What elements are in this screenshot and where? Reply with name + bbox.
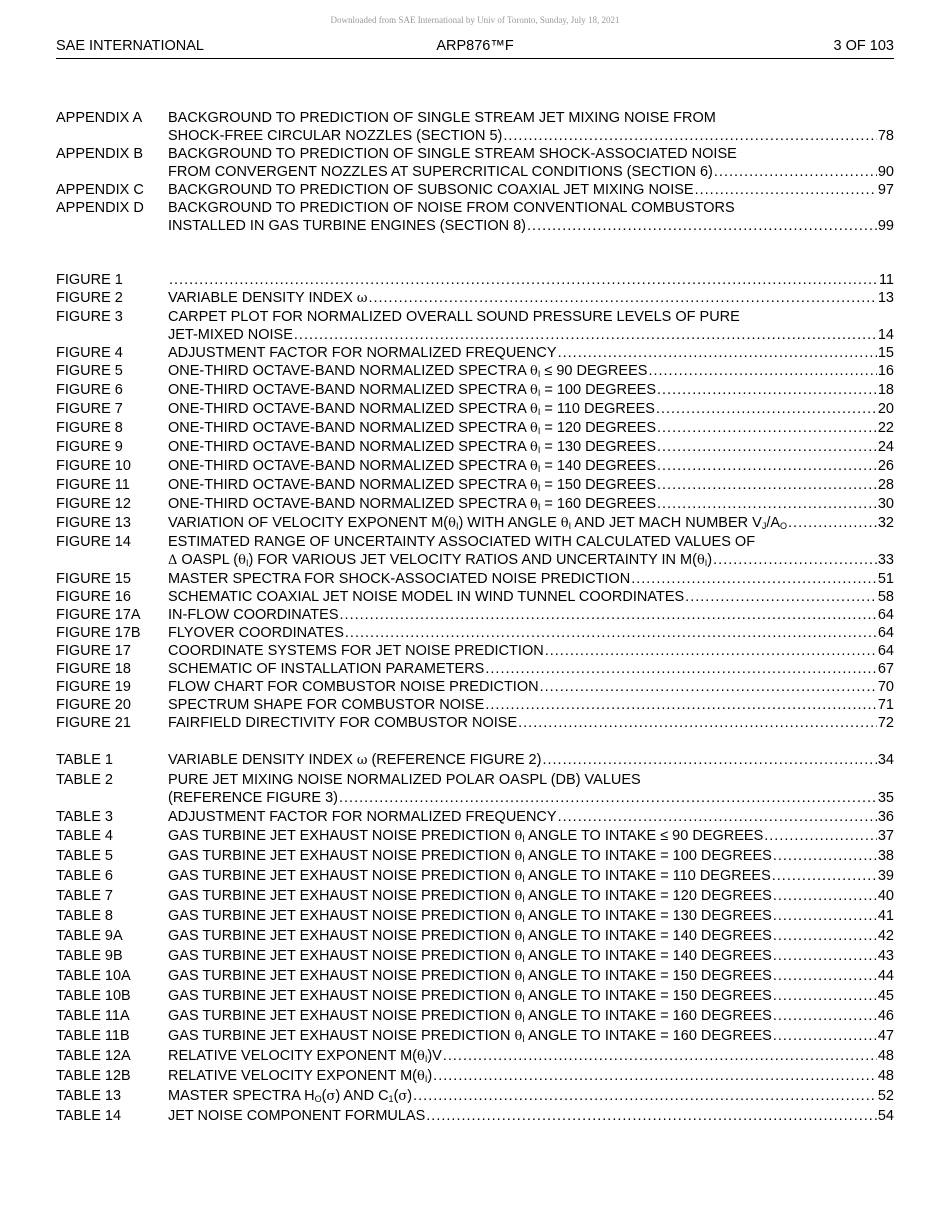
table-entry[interactable]: [56, 1087, 894, 1106]
figure-entry[interactable]: [56, 495, 894, 514]
download-watermark: Downloaded from SAE International by Univ of Toronto, Sunday, July 18, 2021: [330, 15, 620, 25]
dot-leader: [657, 495, 877, 513]
figure-label: FIGURE 21: [56, 715, 131, 731]
figure-title: FLOW CHART FOR COMBUSTOR NOISE PREDICTION: [168, 679, 539, 695]
figure-entry[interactable]: [56, 362, 894, 381]
figure-page-number: 26: [877, 458, 894, 474]
table-label: TABLE 10B: [56, 988, 131, 1004]
dot-leader: [558, 344, 877, 362]
appendix-label: APPENDIX A: [56, 110, 143, 126]
table-page-number: 38: [877, 848, 894, 864]
appendix-page-number: 99: [877, 218, 894, 234]
figure-entry[interactable]: [56, 714, 894, 732]
table-label: TABLE 4: [56, 828, 113, 844]
figure-page-number: 72: [877, 715, 894, 731]
figure-title: ONE-THIRD OCTAVE-BAND NORMALIZED SPECTRA $\theta_I = 160$ DEGREES: [168, 496, 656, 512]
table-label: TABLE 9B: [56, 948, 123, 964]
table-entry[interactable]: [56, 771, 894, 807]
table-title: GAS TURBINE JET EXHAUST NOISE PREDICTION $\theta_I$ ANGLE TO INTAKE ≤ 90 DEGREES: [168, 828, 764, 844]
figure-entry[interactable]: [56, 289, 894, 308]
table-label: TABLE 1: [56, 752, 113, 768]
figure-page-number: 18: [877, 382, 894, 398]
figure-page-number: 11: [878, 272, 894, 288]
table-page-number: 48: [877, 1048, 894, 1064]
table-title: (REFERENCE FIGURE 3): [168, 790, 338, 806]
appendix-title: BACKGROUND TO PREDICTION OF SINGLE STREAM JET MIXING NOISE FROM: [168, 110, 716, 126]
appendix-title: BACKGROUND TO PREDICTION OF NOISE FROM CONVENTIONAL COMBUSTORS: [168, 200, 735, 216]
table-page-number: 44: [877, 968, 894, 984]
figure-label: FIGURE 15: [56, 571, 131, 587]
table-entry[interactable]: [56, 1007, 894, 1026]
appendix-label: APPENDIX D: [56, 200, 144, 216]
table-page-number: 52: [877, 1088, 894, 1104]
dot-leader: [413, 1087, 877, 1105]
table-page-number: 42: [877, 928, 894, 944]
figure-label: FIGURE 6: [56, 382, 123, 398]
dot-leader: [657, 438, 877, 456]
figure-title: VARIATION OF VELOCITY EXPONENT $M(\theta_I)$ WITH ANGLE $\theta_I$ AND JET MACH NUMBER $V_J/A_O$: [168, 515, 788, 531]
table-title: GAS TURBINE JET EXHAUST NOISE PREDICTION $\theta_I$ ANGLE TO INTAKE = 110 DEGREES: [168, 868, 771, 884]
table-title: RELATIVE VELOCITY EXPONENT $M(\theta_I)$: [168, 1068, 433, 1084]
table-page-number: 43: [877, 948, 894, 964]
figure-label: FIGURE 17: [56, 643, 131, 659]
figure-label: FIGURE 8: [56, 420, 123, 436]
dot-leader: [558, 808, 877, 826]
figure-label: FIGURE 17A: [56, 607, 141, 623]
figure-page-number: 13: [877, 290, 894, 306]
table-page-number: 46: [877, 1008, 894, 1024]
figure-title: ONE-THIRD OCTAVE-BAND NORMALIZED SPECTRA $\theta_I \le 90$ DEGREES: [168, 363, 648, 379]
figure-entry[interactable]: [56, 588, 894, 606]
figure-entry[interactable]: [56, 438, 894, 457]
figure-page-number: 20: [877, 401, 894, 417]
table-title: GAS TURBINE JET EXHAUST NOISE PREDICTION $\theta_I$ ANGLE TO INTAKE = 150 DEGREES: [168, 988, 772, 1004]
figure-label: FIGURE 2: [56, 290, 123, 306]
figure-label: FIGURE 12: [56, 496, 131, 512]
figure-entry[interactable]: [56, 308, 894, 344]
figure-page-number: 28: [877, 477, 894, 493]
table-title: GAS TURBINE JET EXHAUST NOISE PREDICTION $\theta_I$ ANGLE TO INTAKE = 160 DEGREES: [168, 1008, 772, 1024]
dot-leader: [485, 660, 877, 678]
figure-title: ONE-THIRD OCTAVE-BAND NORMALIZED SPECTRA $\theta_I = 140$ DEGREES: [168, 458, 656, 474]
figure-label: FIGURE 11: [56, 477, 130, 493]
figure-page-number: 71: [877, 697, 894, 713]
figure-page-number: 22: [877, 420, 894, 436]
table-entry[interactable]: [56, 867, 894, 886]
dot-leader: [503, 127, 877, 145]
figure-title: ONE-THIRD OCTAVE-BAND NORMALIZED SPECTRA $\theta_I = 150$ DEGREES: [168, 477, 656, 493]
table-page-number: 34: [877, 752, 894, 768]
table-entry[interactable]: [56, 1107, 894, 1125]
figure-entry[interactable]: [56, 419, 894, 438]
table-page-number: 36: [877, 809, 894, 825]
table-entry[interactable]: [56, 947, 894, 966]
table-entry[interactable]: [56, 927, 894, 946]
figure-entry[interactable]: [56, 570, 894, 588]
table-title: GAS TURBINE JET EXHAUST NOISE PREDICTION $\theta_I$ ANGLE TO INTAKE = 140 DEGREES: [168, 928, 772, 944]
table-entry[interactable]: [56, 1067, 894, 1086]
dot-leader: [631, 570, 877, 588]
dot-leader: [656, 400, 877, 418]
appendix-page-number: 78: [877, 128, 894, 144]
appendix-title: INSTALLED IN GAS TURBINE ENGINES (SECTION 8): [168, 218, 527, 234]
figure-title: SPECTRUM SHAPE FOR COMBUSTOR NOISE: [168, 697, 485, 713]
dot-leader: [773, 907, 877, 925]
dot-leader: [714, 163, 877, 181]
table-label: TABLE 6: [56, 868, 113, 884]
figure-entry[interactable]: [56, 624, 894, 642]
figure-title: ESTIMATED RANGE OF UNCERTAINTY ASSOCIATED WITH CALCULATED VALUES OF: [168, 534, 756, 550]
dot-leader: [339, 789, 877, 807]
appendix-list: [56, 109, 894, 235]
dot-leader: [368, 289, 876, 307]
figure-label: FIGURE 10: [56, 458, 131, 474]
figure-page-number: 58: [877, 589, 894, 605]
figure-entry[interactable]: [56, 514, 894, 533]
figure-title: COORDINATE SYSTEMS FOR JET NOISE PREDICTION: [168, 643, 544, 659]
dot-leader: [657, 381, 877, 399]
dot-leader: [773, 967, 877, 985]
figure-label: FIGURE 1: [56, 272, 123, 288]
table-entry[interactable]: [56, 1047, 894, 1066]
dot-leader: [657, 476, 877, 494]
figure-entry[interactable]: [56, 476, 894, 495]
table-title: MASTER SPECTRA $H_O(\sigma)$ AND $C_1(\sigma)$: [168, 1088, 413, 1104]
table-title: ADJUSTMENT FACTOR FOR NORMALIZED FREQUENCY: [168, 809, 557, 825]
table-title: GAS TURBINE JET EXHAUST NOISE PREDICTION $\theta_I$ ANGLE TO INTAKE = 100 DEGREES: [168, 848, 772, 864]
figure-title: VARIABLE DENSITY INDEX ω: [168, 290, 368, 306]
dot-leader: [695, 181, 877, 199]
table-label: TABLE 14: [56, 1108, 122, 1124]
dot-leader: [657, 419, 877, 437]
figure-entry[interactable]: [56, 696, 894, 714]
figure-label: FIGURE 3: [56, 309, 123, 325]
figure-title: ADJUSTMENT FACTOR FOR NORMALIZED FREQUENCY: [168, 345, 557, 361]
table-entry[interactable]: [56, 987, 894, 1006]
figure-label: FIGURE 4: [56, 345, 123, 361]
appendix-entry[interactable]: [56, 181, 894, 199]
figure-entry[interactable]: [56, 533, 894, 570]
table-title: GAS TURBINE JET EXHAUST NOISE PREDICTION $\theta_I$ ANGLE TO INTAKE = 160 DEGREES: [168, 1028, 772, 1044]
figure-page-number: 67: [877, 661, 894, 677]
dot-leader: [540, 678, 877, 696]
dot-leader: [657, 457, 877, 475]
figure-title: MASTER SPECTRA FOR SHOCK-ASSOCIATED NOISE PREDICTION: [168, 571, 631, 587]
appendix-title: BACKGROUND TO PREDICTION OF SUBSONIC COAXIAL JET MIXING NOISE: [168, 182, 694, 198]
appendix-title: FROM CONVERGENT NOZZLES AT SUPERCRITICAL CONDITIONS (SECTION 6): [168, 164, 713, 180]
figure-entry[interactable]: [56, 344, 894, 362]
table-title: GAS TURBINE JET EXHAUST NOISE PREDICTION $\theta_I$ ANGLE TO INTAKE = 150 DEGREES: [168, 968, 772, 984]
dot-leader: [772, 867, 877, 885]
dot-leader: [773, 1027, 877, 1045]
figure-label: FIGURE 18: [56, 661, 131, 677]
figure-label: FIGURE 13: [56, 515, 131, 531]
appendix-title: SHOCK-FREE CIRCULAR NOZZLES (SECTION 5): [168, 128, 503, 144]
table-page-number: 48: [877, 1068, 894, 1084]
table-label: TABLE 10A: [56, 968, 131, 984]
dot-leader: [345, 624, 877, 642]
figure-page-number: 32: [877, 515, 894, 531]
table-page-number: 54: [877, 1108, 894, 1124]
dot-leader: [788, 514, 877, 532]
table-entry[interactable]: [56, 808, 894, 826]
figure-page-number: 64: [877, 607, 894, 623]
table-title: RELATIVE VELOCITY EXPONENT $M(\theta_I)V$: [168, 1048, 442, 1064]
table-title: VARIABLE DENSITY INDEX ω (REFERENCE FIGURE 2): [168, 752, 542, 768]
figure-entry[interactable]: [56, 606, 894, 624]
figure-title: JET-MIXED NOISE: [168, 327, 293, 343]
figure-title: ONE-THIRD OCTAVE-BAND NORMALIZED SPECTRA $\theta_I = 110$ DEGREES: [168, 401, 655, 417]
document-number: ARP876™F: [436, 38, 514, 54]
figure-label: FIGURE 7: [56, 401, 123, 417]
figure-title: FLYOVER COORDINATES: [168, 625, 344, 641]
dot-leader: [773, 1007, 877, 1025]
appendix-title: BACKGROUND TO PREDICTION OF SINGLE STREAM SHOCK-ASSOCIATED NOISE: [168, 146, 737, 162]
figure-page-number: 16: [877, 363, 894, 379]
page-number: 3 OF 103: [833, 38, 894, 54]
appendix-entry[interactable]: [56, 145, 894, 181]
figure-page-number: 24: [877, 439, 894, 455]
table-title: PURE JET MIXING NOISE NORMALIZED POLAR OASPL (DB) VALUES: [168, 772, 641, 788]
table-title: JET NOISE COMPONENT FORMULAS: [168, 1108, 426, 1124]
table-label: TABLE 9A: [56, 928, 123, 944]
dot-leader: [773, 947, 877, 965]
dot-leader: [518, 714, 877, 732]
figure-title: ONE-THIRD OCTAVE-BAND NORMALIZED SPECTRA $\theta_I = 130$ DEGREES: [168, 439, 656, 455]
figure-page-number: 64: [877, 643, 894, 659]
table-label: TABLE 3: [56, 809, 113, 825]
figure-page-number: 33: [877, 552, 894, 568]
table-label: TABLE 7: [56, 888, 113, 904]
dot-leader: [340, 606, 877, 624]
figure-entry[interactable]: [56, 642, 894, 660]
figure-title: IN-FLOW COORDINATES: [168, 607, 339, 623]
dot-leader: [648, 362, 876, 380]
table-label: TABLE 8: [56, 908, 113, 924]
figure-entry[interactable]: [56, 400, 894, 419]
table-page-number: 40: [877, 888, 894, 904]
appendix-label: APPENDIX B: [56, 146, 144, 162]
dot-leader: [169, 271, 878, 289]
figure-list: [56, 271, 894, 732]
table-title: GAS TURBINE JET EXHAUST NOISE PREDICTION $\theta_I$ ANGLE TO INTAKE = 140 DEGREES: [168, 948, 772, 964]
figure-label: FIGURE 16: [56, 589, 131, 605]
table-page-number: 41: [877, 908, 894, 924]
dot-leader: [773, 847, 877, 865]
dot-leader: [542, 751, 876, 769]
figure-entry[interactable]: [56, 457, 894, 476]
table-label: TABLE 11B: [56, 1028, 130, 1044]
figure-label: FIGURE 19: [56, 679, 131, 695]
figure-page-number: 15: [877, 345, 894, 361]
dot-leader: [426, 1107, 877, 1125]
table-title: GAS TURBINE JET EXHAUST NOISE PREDICTION $\theta_I$ ANGLE TO INTAKE = 130 DEGREES: [168, 908, 772, 924]
figure-page-number: 14: [877, 327, 894, 343]
table-entry[interactable]: [56, 1027, 894, 1046]
dot-leader: [294, 326, 877, 344]
figure-label: FIGURE 5: [56, 363, 123, 379]
table-entry[interactable]: [56, 967, 894, 986]
table-label: TABLE 11A: [56, 1008, 130, 1024]
table-label: TABLE 12B: [56, 1068, 131, 1084]
table-page-number: 39: [877, 868, 894, 884]
dot-leader: [545, 642, 877, 660]
table-label: TABLE 5: [56, 848, 113, 864]
figure-page-number: 64: [877, 625, 894, 641]
figure-label: FIGURE 14: [56, 534, 131, 550]
table-label: TABLE 12A: [56, 1048, 131, 1064]
figure-page-number: 30: [877, 496, 894, 512]
appendix-page-number: 97: [877, 182, 894, 198]
table-page-number: 47: [877, 1028, 894, 1044]
figure-title: SCHEMATIC OF INSTALLATION PARAMETERS: [168, 661, 485, 677]
appendix-entry[interactable]: [56, 199, 894, 235]
figure-title: ONE-THIRD OCTAVE-BAND NORMALIZED SPECTRA $\theta_I = 100$ DEGREES: [168, 382, 656, 398]
dot-leader: [773, 887, 877, 905]
table-page-number: 35: [877, 790, 894, 806]
appendix-entry[interactable]: [56, 109, 894, 145]
dot-leader: [764, 827, 877, 845]
figure-entry[interactable]: [56, 381, 894, 400]
dot-leader: [443, 1047, 877, 1065]
figure-title: CARPET PLOT FOR NORMALIZED OVERALL SOUND PRESSURE LEVELS OF PURE: [168, 309, 740, 325]
table-entry[interactable]: [56, 827, 894, 846]
figure-page-number: 70: [877, 679, 894, 695]
table-title: GAS TURBINE JET EXHAUST NOISE PREDICTION $\theta_I$ ANGLE TO INTAKE = 120 DEGREES: [168, 888, 772, 904]
dot-leader: [773, 987, 877, 1005]
publisher-name: SAE INTERNATIONAL: [56, 38, 204, 54]
figure-entry[interactable]: [56, 678, 894, 696]
table-page-number: 45: [877, 988, 894, 1004]
table-entry[interactable]: [56, 887, 894, 906]
figure-entry[interactable]: [56, 660, 894, 678]
dot-leader: [713, 551, 877, 569]
figure-title: ONE-THIRD OCTAVE-BAND NORMALIZED SPECTRA $\theta_I = 120$ DEGREES: [168, 420, 656, 436]
dot-leader: [773, 927, 877, 945]
appendix-page-number: 90: [877, 164, 894, 180]
figure-page-number: 51: [877, 571, 894, 587]
table-entry[interactable]: [56, 847, 894, 866]
table-entry[interactable]: [56, 751, 894, 770]
dot-leader: [527, 217, 877, 235]
dot-leader: [433, 1067, 877, 1085]
table-label: TABLE 13: [56, 1088, 122, 1104]
figure-title: FAIRFIELD DIRECTIVITY FOR COMBUSTOR NOISE: [168, 715, 518, 731]
figure-entry[interactable]: [56, 271, 894, 289]
figure-label: FIGURE 20: [56, 697, 131, 713]
table-page-number: 37: [877, 828, 894, 844]
dot-leader: [685, 588, 877, 606]
dot-leader: [485, 696, 877, 714]
figure-title: Δ OASPL $(\theta_I)$ FOR VARIOUS JET VELOCITY RATIOS AND UNCERTAINTY IN $M(\theta_I)$: [168, 552, 713, 568]
page-header: [56, 38, 894, 59]
table-label: TABLE 2: [56, 772, 113, 788]
table-list: [56, 751, 894, 1125]
appendix-label: APPENDIX C: [56, 182, 144, 198]
figure-title: SCHEMATIC COAXIAL JET NOISE MODEL IN WIND TUNNEL COORDINATES: [168, 589, 685, 605]
figure-label: FIGURE 9: [56, 439, 123, 455]
figure-label: FIGURE 17B: [56, 625, 141, 641]
table-entry[interactable]: [56, 907, 894, 926]
